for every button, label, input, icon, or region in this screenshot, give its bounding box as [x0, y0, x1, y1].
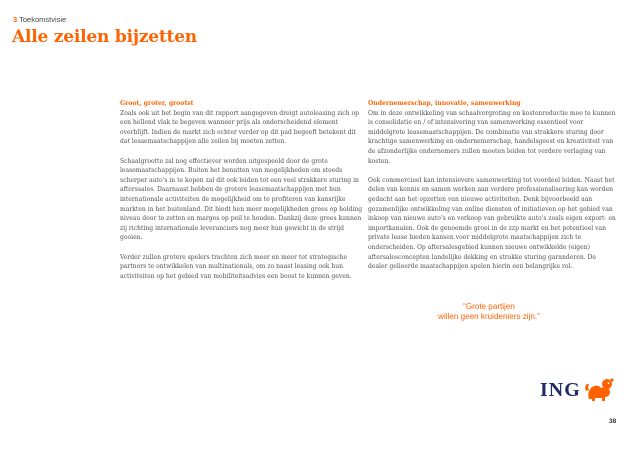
- page-number: 38: [609, 418, 617, 425]
- right-paragraph-1: Om in deze ontwikkeling van schaalvergroting en kostenreductie mee te kunnen is consolidatie en / of intensivering van samenwerking essentieel voor middelgrote leasemaatschappijen. De combinatie van strakkere sturing door krachtige samenwerking en ondernemerschap, handelsgeest en kreativiteit van de afzonderlijke ondernemers zullen moeten leiden tot verdere verlaging van kosten.: [368, 109, 616, 165]
- page-title: Alle zeilen bijzetten: [12, 27, 197, 47]
- right-column-heading: Ondernemerschap, innovatie, samenwerking: [368, 100, 521, 107]
- pull-quote: [400, 302, 578, 322]
- chapter-number: 3: [13, 15, 18, 24]
- chapter-label: [13, 15, 66, 24]
- pull-quote-line-1: “Grote partijen: [463, 302, 515, 311]
- right-column: [368, 99, 616, 281]
- chapter-title: Toekomstvisie: [19, 15, 67, 24]
- right-paragraph-2: Ook commercieel kan intensievere samenwerking tot voordeel leiden. Naast het delen van kennis en samen werken aan verdere professionalisering kan worden gedacht aan het opzetten van nieuwe activiteiten. Denk bijvoorbeeld aan gezamenlijke ontwikkeling van online diensten of initiatieven op het gebied van inkoop van nieuwe auto's en verkoop van gebruikte auto's zoals eigen export- en importkanalen. Ook de genoemde groei in de zzp markt en het potentieel van private lease bieden kansen voor middelgrote maatschappijen zich te onderscheiden. Op aftersalesgebied kunnen nieuwe ontwikkelde (eigen) aftersalesconcepten landelijke dekking en strakke sturing garanderen. De dealer gelieerde maatschappijen spelen hierin een belangrijke rol.: [368, 176, 616, 271]
- left-column: [120, 99, 365, 291]
- left-paragraph-1: Zoals ook uit het begin van dit rapport aangegeven dreigt autoleasing zich op een hellend vlak te begeven wanneer prijs als onderscheidend element overblijft. Indien de markt zich echter verder op dit pad begeeft betekent dit dat leasemaatschappijen alle zeilen bij moeten zetten.: [120, 109, 360, 146]
- ing-logo: [540, 374, 615, 406]
- pull-quote-line-2: willen geen kruideniers zijn.”: [438, 312, 540, 321]
- left-paragraph-2: Schaalgrootte zal nog effectiever worden uitgespeeld door de grote leasemaatschappijen. Buiten het benutten van mogelijkheden om steeds scherper auto's in te kopen zal dit ook leiden tot een veel strakkere sturing in afterssales. Daarnaast hebben de grotere leasemaatschappijen met hun internationale activiteiten de mogelijkheid om te profiteren van kansrijke markten in het buitenland. Dit biedt hen meer mogelijkheden grees op holding niveau door te zetten en marges op peil te houden. Dankzij deze grees kunnen zij richting internationale leveranciers nog meer hun gewicht in de strijd gooien.: [120, 157, 363, 242]
- left-paragraph-3: Verder zullen grotere spelers trachten zich meer en meer tot strategische partners te ontwikkelen van multinationals, om zo naast leasing ook hun activiteiten op het gebied van mobiliteitsadvies een boost te kunnen geven.: [120, 253, 352, 280]
- logo-text: ING: [540, 379, 581, 401]
- left-column-heading: Groot, groter, grootst: [120, 100, 194, 107]
- lion-icon: [583, 375, 615, 405]
